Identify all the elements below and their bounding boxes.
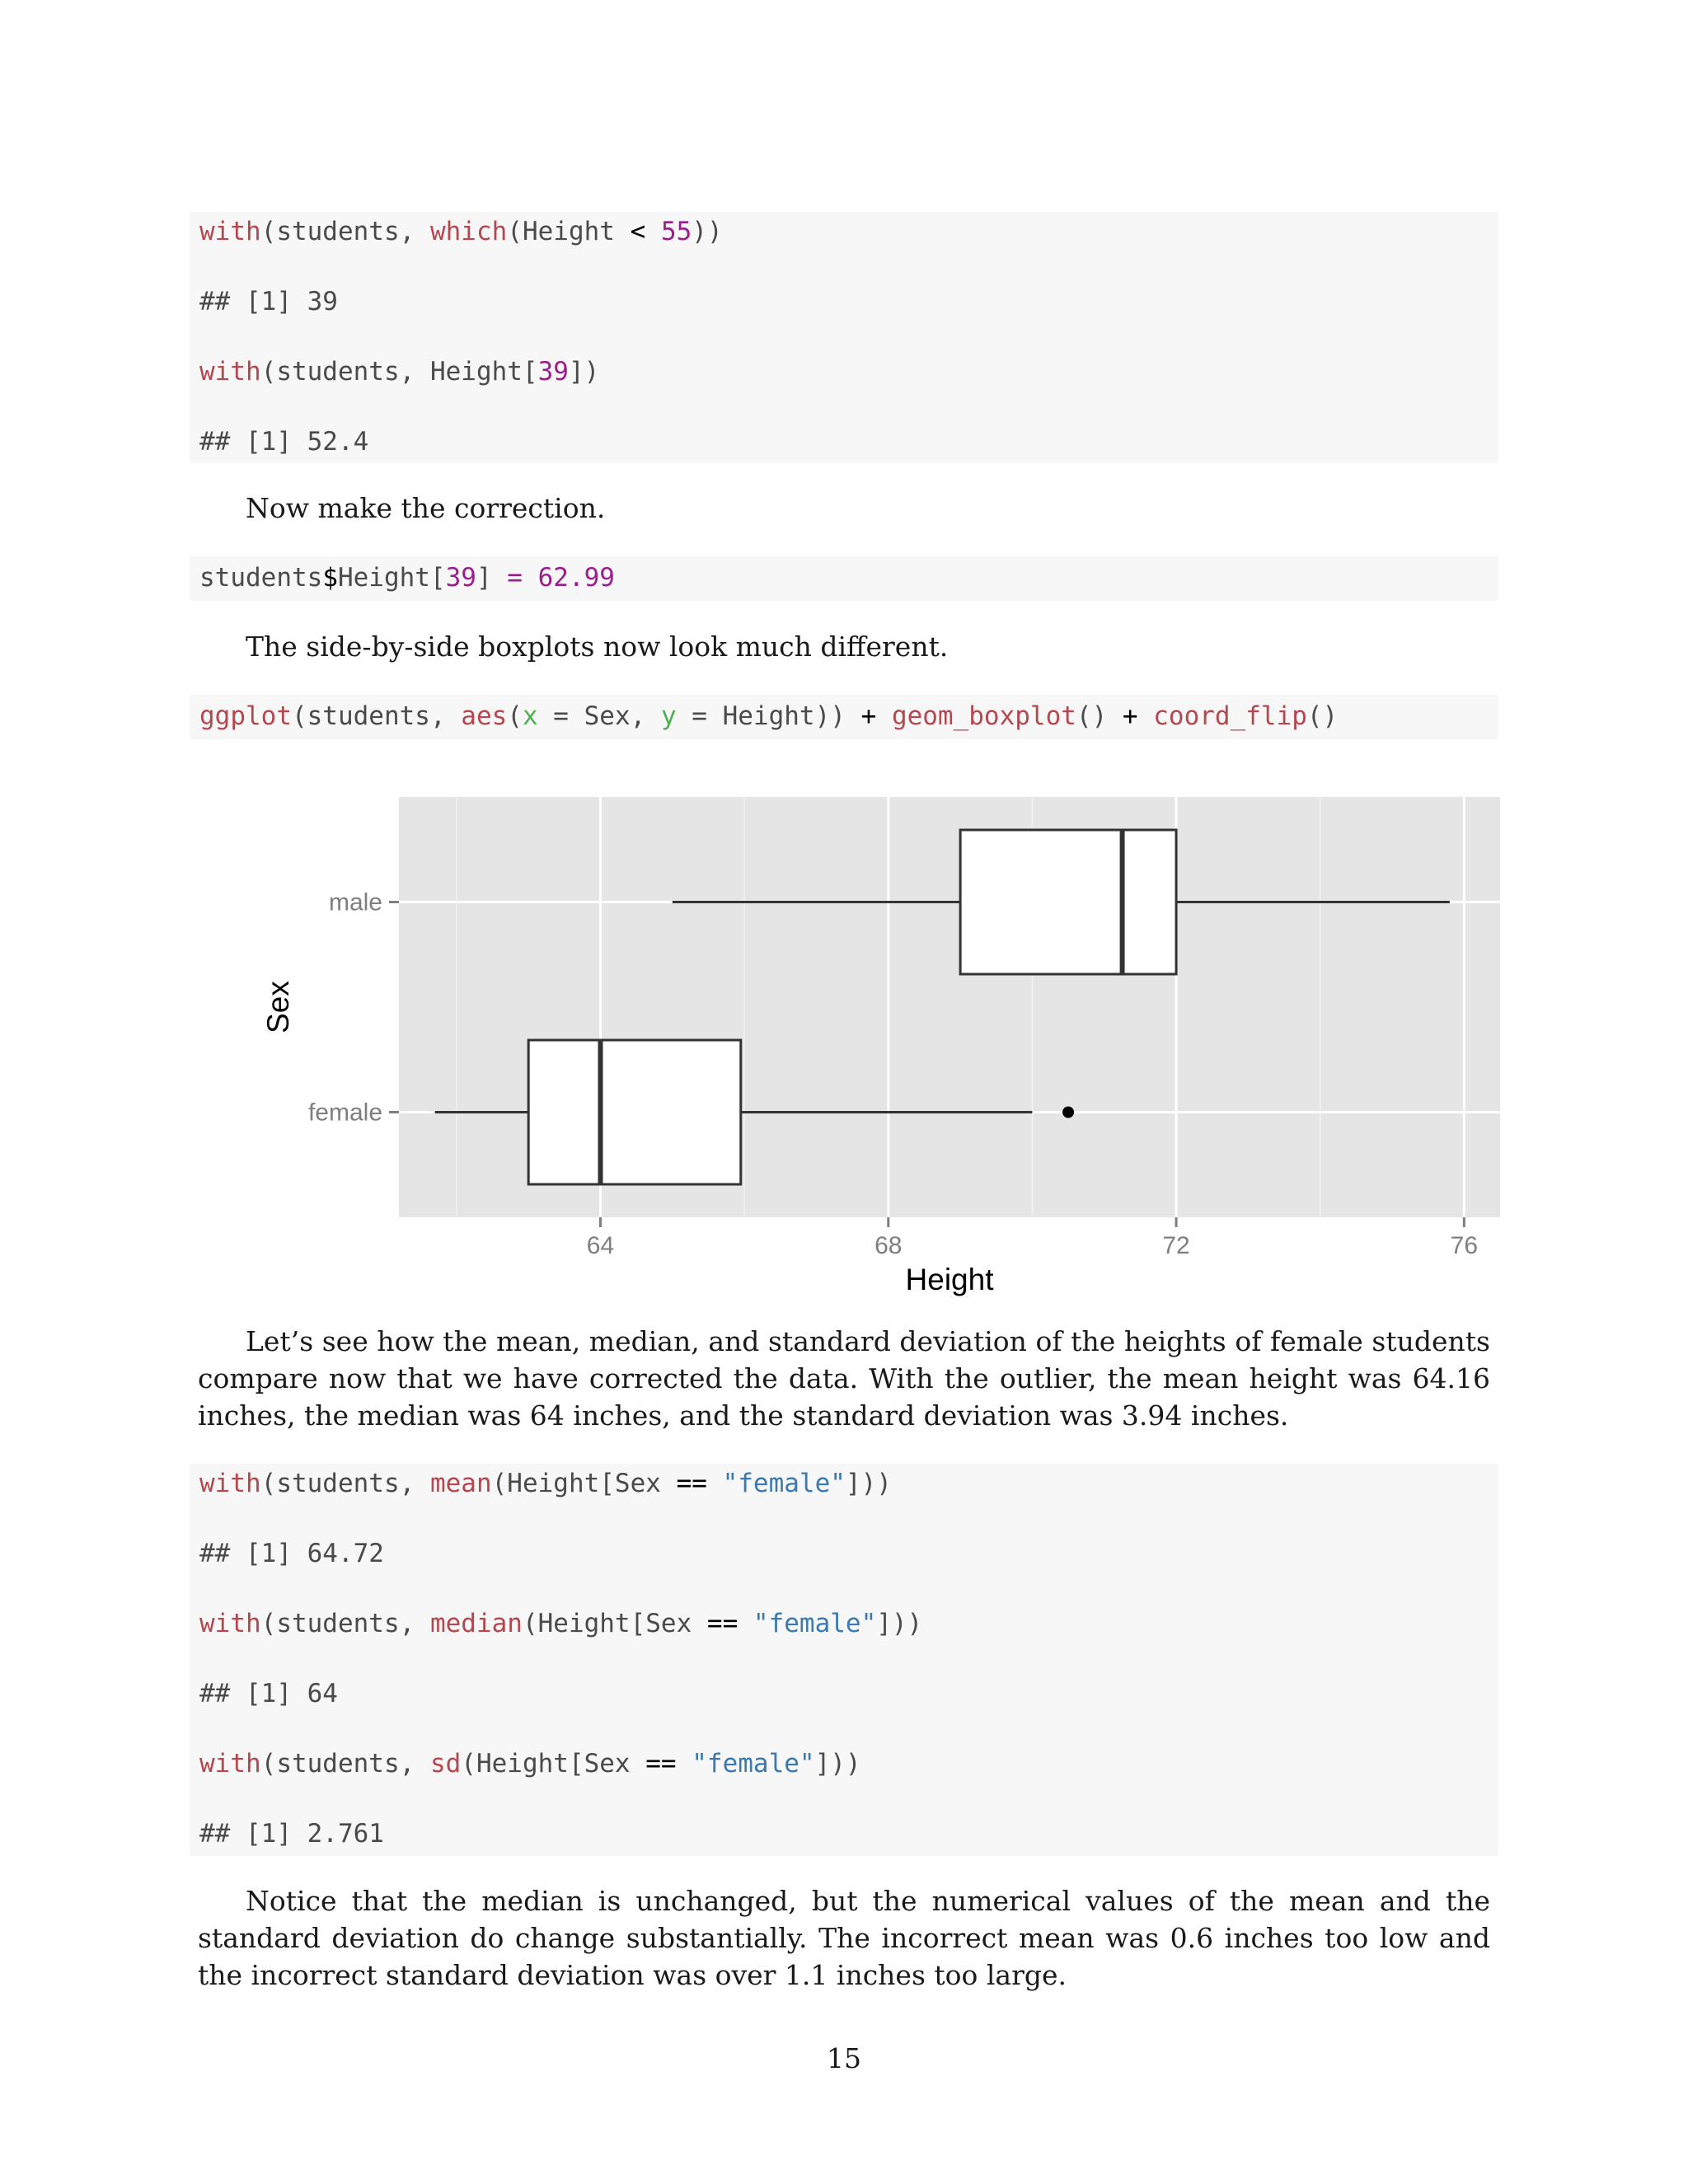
code-function: which bbox=[429, 217, 508, 246]
code-operator: + bbox=[1122, 701, 1138, 731]
code-text bbox=[677, 1749, 692, 1779]
code-text: () bbox=[1306, 701, 1339, 731]
y-axis-title: Sex bbox=[261, 981, 295, 1033]
code-line bbox=[199, 561, 615, 594]
code-function: with bbox=[199, 1749, 261, 1779]
code-text: ( bbox=[507, 701, 523, 731]
code-text: ]) bbox=[568, 357, 600, 387]
code-text: (students, Height[ bbox=[260, 357, 538, 387]
code-line bbox=[199, 215, 723, 248]
code-line bbox=[199, 355, 599, 388]
code-operator: + bbox=[860, 701, 877, 731]
code-text: (Height bbox=[507, 217, 631, 246]
code-output: ## [1] 39 bbox=[199, 287, 338, 316]
code-number: 39 bbox=[537, 357, 569, 387]
code-function: with bbox=[199, 1469, 261, 1498]
code-text: = Sex, bbox=[537, 701, 661, 731]
x-tick-label: 76 bbox=[1450, 1232, 1479, 1259]
code-text: ])) bbox=[845, 1469, 892, 1498]
code-text: students bbox=[199, 563, 323, 593]
code-text bbox=[707, 1469, 723, 1498]
y-tick-label: male bbox=[328, 888, 382, 916]
page-number: 15 bbox=[827, 2042, 861, 2074]
code-text: Height[ bbox=[337, 563, 446, 593]
code-function: with bbox=[199, 1609, 261, 1638]
outlier-point bbox=[1062, 1107, 1074, 1118]
code-operator: $ bbox=[322, 563, 338, 593]
code-function: sd bbox=[429, 1749, 462, 1779]
code-output: ## [1] 52.4 bbox=[199, 427, 369, 457]
code-function: with bbox=[199, 217, 261, 246]
code-text: ] bbox=[476, 563, 508, 593]
code-text: (Height[Sex bbox=[491, 1469, 677, 1498]
code-text: (students, bbox=[291, 701, 462, 731]
code-block-ggplot bbox=[190, 695, 1498, 739]
code-text: (students, bbox=[260, 1469, 430, 1498]
code-text: = Height)) bbox=[676, 701, 861, 731]
code-string: "female" bbox=[692, 1749, 815, 1779]
code-text bbox=[738, 1609, 753, 1638]
code-text: ])) bbox=[876, 1609, 923, 1638]
code-text bbox=[645, 217, 661, 246]
code-line bbox=[199, 1607, 922, 1640]
paragraph: Let’s see how the mean, median, and standard deviation of the heights of female students compare now that we have corrected the data. With the outlier, the mean height was 64.16 inches, the median was 64 inches, and the standard deviation was 3.94 inches. bbox=[198, 1325, 1490, 1432]
code-text: (students, bbox=[260, 217, 430, 246]
code-function: coord_flip bbox=[1153, 701, 1307, 731]
code-text: ])) bbox=[814, 1749, 861, 1779]
boxplot-chart bbox=[256, 779, 1508, 1298]
box-female bbox=[528, 1040, 741, 1184]
code-output: ## [1] 64.72 bbox=[199, 1539, 384, 1568]
code-function: with bbox=[199, 357, 261, 387]
code-text bbox=[876, 701, 892, 731]
code-function: ggplot bbox=[199, 701, 292, 731]
code-number: 62.99 bbox=[537, 563, 615, 593]
code-line bbox=[199, 1747, 861, 1780]
code-output: ## [1] 2.761 bbox=[199, 1819, 384, 1849]
code-text bbox=[523, 563, 538, 593]
code-operator: = bbox=[507, 563, 523, 593]
code-function: geom_boxplot bbox=[891, 701, 1076, 731]
code-operator: < bbox=[630, 217, 646, 246]
code-block-summary-stats bbox=[190, 1464, 1498, 1856]
code-block-correction bbox=[190, 556, 1498, 601]
code-line bbox=[199, 700, 1338, 733]
x-axis-title: Height bbox=[905, 1263, 994, 1296]
code-number: 39 bbox=[445, 563, 476, 593]
code-text: (students, bbox=[260, 1609, 430, 1638]
x-tick-label: 64 bbox=[586, 1232, 615, 1259]
code-argument: y bbox=[660, 701, 677, 731]
code-function: mean bbox=[429, 1469, 492, 1498]
code-number: 55 bbox=[660, 217, 692, 246]
code-text: (Height[Sex bbox=[461, 1749, 646, 1779]
paragraph: Notice that the median is unchanged, but the numerical values of the mean and the standard deviation do change substantially. The incorrect mean was 0.6 inches too low and the incorrect standard deviation was over 1.1 inches too large. bbox=[198, 1885, 1490, 1991]
y-tick-label: female bbox=[307, 1099, 382, 1127]
code-text bbox=[1138, 701, 1154, 731]
code-output: ## [1] 64 bbox=[199, 1679, 338, 1708]
code-operator: == bbox=[706, 1609, 738, 1638]
code-text: (Height[Sex bbox=[522, 1609, 707, 1638]
box-male bbox=[960, 830, 1176, 974]
code-argument: x bbox=[522, 701, 538, 731]
code-text: )) bbox=[692, 217, 723, 246]
paragraph: The side-by-side boxplots now look much different. bbox=[246, 630, 949, 663]
code-operator: == bbox=[645, 1749, 677, 1779]
x-tick-label: 68 bbox=[874, 1232, 903, 1259]
paragraph: Now make the correction. bbox=[246, 492, 606, 524]
code-operator: == bbox=[676, 1469, 707, 1498]
code-function: aes bbox=[461, 701, 508, 731]
code-text: () bbox=[1076, 701, 1123, 731]
x-tick-label: 72 bbox=[1162, 1232, 1190, 1259]
code-function: median bbox=[429, 1609, 523, 1638]
code-text: (students, bbox=[260, 1749, 430, 1779]
code-block-which bbox=[190, 212, 1498, 463]
code-string: "female" bbox=[722, 1469, 846, 1498]
code-string: "female" bbox=[753, 1609, 877, 1638]
code-line bbox=[199, 1467, 892, 1500]
